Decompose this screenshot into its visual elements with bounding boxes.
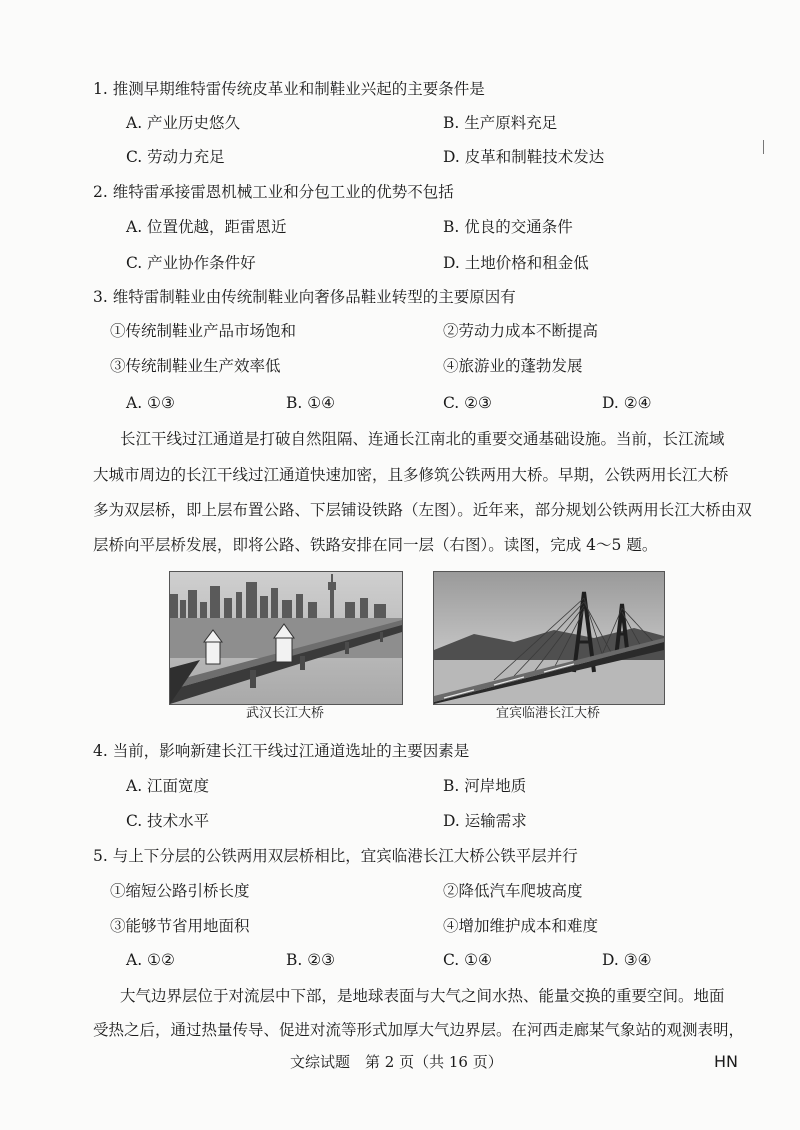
wuhan-bridge-caption: 武汉长江大桥 [245, 706, 324, 721]
yibin-bridge-caption: 宜宾临港长江大桥 [495, 706, 600, 721]
q2-option-a: A. 位置优越，距雷恩近 [126, 218, 287, 236]
q5-option-b: B. ②③ [286, 951, 336, 969]
q5-item-4: ④增加维护成本和难度 [443, 917, 599, 935]
q4-stem: 4. 当前，影响新建长江干线过江通道选址的主要因素是 [93, 742, 470, 760]
q5-item-2: ②降低汽车爬坡高度 [443, 882, 583, 900]
wuhan-bridge-photo [169, 571, 403, 705]
yibin-bridge-illustration [434, 572, 664, 704]
passage1-line-1: 长江干线过江通道是打破自然阻隔、连通长江南北的重要交通基础设施。当前，长江流域 [120, 430, 725, 448]
q5-option-d: D. ③④ [602, 951, 652, 969]
footer-code: HN [714, 1052, 738, 1071]
yibin-bridge-photo [433, 571, 665, 705]
q4-option-a: A. 江面宽度 [126, 777, 210, 795]
q3-item-3: ③传统制鞋业生产效率低 [110, 357, 281, 375]
passage1-line-3: 多为双层桥，即上层布置公路、下层铺设铁路（左图）。近年来，部分规划公铁两用长江大桥由双 [93, 501, 752, 519]
q3-item-4: ④旅游业的蓬勃发展 [443, 357, 583, 375]
q2-option-b: B. 优良的交通条件 [443, 218, 573, 236]
q3-option-d: D. ②④ [602, 394, 652, 412]
q1-option-b: B. 生产原料充足 [443, 114, 558, 132]
q4-option-d: D. 运输需求 [443, 812, 527, 830]
passage1-line-2: 大城市周边的长江干线过江通道快速加密，且多修筑公铁两用大桥。早期，公铁两用长江大桥 [93, 466, 729, 484]
q1-option-a: A. 产业历史悠久 [126, 114, 241, 132]
passage1-line-4: 层桥向平层桥发展，即将公路、铁路安排在同一层（右图）。读图，完成 4～5 题。 [93, 536, 658, 554]
wuhan-bridge-illustration [170, 572, 402, 704]
q1-option-d: D. 皮革和制鞋技术发达 [443, 148, 605, 166]
passage2-line-2: 受热之后，通过热量传导、促进对流等形式加厚大气边界层。在河西走廊某气象站的观测表明， [93, 1021, 745, 1039]
scan-mark [763, 140, 764, 154]
q2-option-d: D. 土地价格和租金低 [443, 254, 589, 272]
passage2-line-1: 大气边界层位于对流层中下部，是地球表面与大气之间水热、能量交换的重要空间。地面 [120, 987, 725, 1005]
q5-option-a: A. ①② [126, 951, 175, 969]
page-footer: 文综试题 第 2 页（共 16 页） [290, 1053, 503, 1071]
q2-stem: 2. 维特雷承接雷恩机械工业和分包工业的优势不包括 [93, 183, 454, 201]
q3-option-c: C. ②③ [443, 394, 492, 412]
q1-stem: 1. 推测早期维特雷传统皮革业和制鞋业兴起的主要条件是 [93, 80, 485, 98]
q2-option-c: C. 产业协作条件好 [126, 254, 256, 272]
q4-option-b: B. 河岸地质 [443, 777, 527, 795]
q3-item-2: ②劳动力成本不断提高 [443, 322, 599, 340]
q5-item-1: ①缩短公路引桥长度 [110, 882, 250, 900]
q1-option-c: C. 劳动力充足 [126, 148, 225, 166]
q3-item-1: ①传统制鞋业产品市场饱和 [110, 322, 297, 340]
q5-item-3: ③能够节省用地面积 [110, 917, 250, 935]
q4-option-c: C. 技术水平 [126, 812, 210, 830]
q3-stem: 3. 维特雷制鞋业由传统制鞋业向奢侈品鞋业转型的主要原因有 [93, 288, 516, 306]
q5-stem: 5. 与上下分层的公铁两用双层桥相比，宜宾临港长江大桥公铁平层并行 [93, 847, 578, 865]
q5-option-c: C. ①④ [443, 951, 492, 969]
q3-option-a: A. ①③ [126, 394, 175, 412]
q3-option-b: B. ①④ [286, 394, 336, 412]
